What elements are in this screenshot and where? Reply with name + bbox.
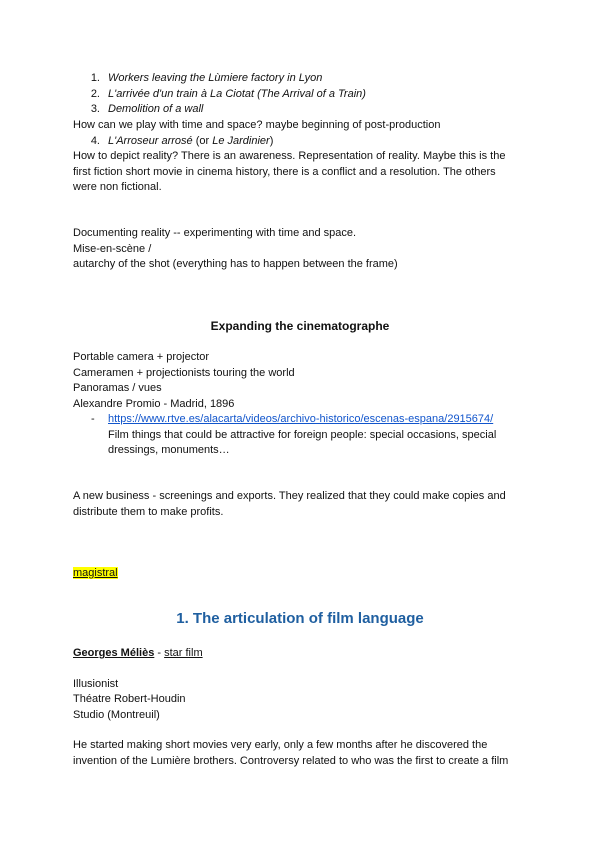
film-title-alt: Le Jardinier bbox=[212, 135, 270, 147]
magistral-label bbox=[73, 566, 118, 580]
paragraph-line: A new business - screenings and exports. They realized that they could make copies and bbox=[73, 490, 506, 502]
video-link[interactable]: https://www.rtve.es/alacarta/videos/archivo-historico/escenas-espana/2915674/ bbox=[108, 413, 494, 425]
melies-heading bbox=[73, 646, 203, 660]
paragraph-line: Studio (Montreuil) bbox=[73, 709, 160, 721]
paragraph-line: Théatre Robert-Houdin bbox=[73, 693, 186, 705]
list-item-film: Demolition of a wall bbox=[108, 103, 204, 115]
film-title-plain: (or bbox=[192, 135, 213, 147]
paragraph-line: autarchy of the shot (everything has to happen between the frame) bbox=[73, 258, 398, 270]
list-item-film bbox=[108, 134, 273, 148]
paragraph-line: He started making short movies very early, only a few months after he discovered the bbox=[73, 739, 488, 751]
list-number: 4. bbox=[90, 135, 100, 147]
paragraph-line: Cameramen + projectionists touring the world bbox=[73, 367, 295, 379]
bullet-text-line: dressings, monuments… bbox=[108, 444, 230, 456]
highlighted-text: magistral bbox=[73, 567, 118, 579]
melies-separator: - bbox=[154, 647, 165, 659]
bullet-dash: - bbox=[91, 413, 95, 425]
bullet-text-line: Film things that could be attractive for foreign people: special occasions, special bbox=[108, 429, 497, 441]
paragraph-line: Mise-en-scène / bbox=[73, 243, 152, 255]
list-item-film: L'arrivée d'un train à La Ciotat (The Arrival of a Train) bbox=[108, 88, 366, 100]
list-number: 1. bbox=[90, 72, 100, 84]
paragraph-line: Documenting reality -- experimenting with time and space. bbox=[73, 227, 357, 239]
paragraph-line: invention of the Lumière brothers. Controversy related to who was the first to create a film bbox=[73, 755, 509, 767]
paragraph-line: Portable camera + projector bbox=[73, 351, 210, 363]
paragraph-line: How to depict reality? There is an awareness. Representation of reality. Maybe this is the bbox=[73, 150, 506, 162]
heading-1: 1. The articulation of film language bbox=[176, 610, 424, 627]
paragraph-line: distribute them to make profits. bbox=[73, 506, 224, 518]
melies-name: Georges Méliès bbox=[73, 647, 155, 659]
melies-film: star film bbox=[164, 647, 203, 659]
question-time-space: How can we play with time and space? maybe beginning of post-production bbox=[73, 119, 441, 131]
paragraph-line: were non fictional. bbox=[73, 181, 162, 193]
section-title: Expanding the cinematographe bbox=[210, 319, 390, 333]
paragraph-line: Illusionist bbox=[73, 678, 119, 690]
list-item-film: Workers leaving the Lùmiere factory in Lyon bbox=[108, 72, 323, 84]
film-title-close: ) bbox=[269, 135, 274, 147]
paragraph-line: first fiction short movie in cinema history, there is a conflict and a resolution. The others bbox=[73, 166, 496, 178]
list-number: 2. bbox=[90, 88, 100, 100]
paragraph-line: Panoramas / vues bbox=[73, 382, 162, 394]
list-number: 3. bbox=[90, 103, 100, 115]
film-title: L'Arroseur arrosé bbox=[108, 135, 193, 147]
paragraph-line: Alexandre Promio - Madrid, 1896 bbox=[73, 398, 235, 410]
